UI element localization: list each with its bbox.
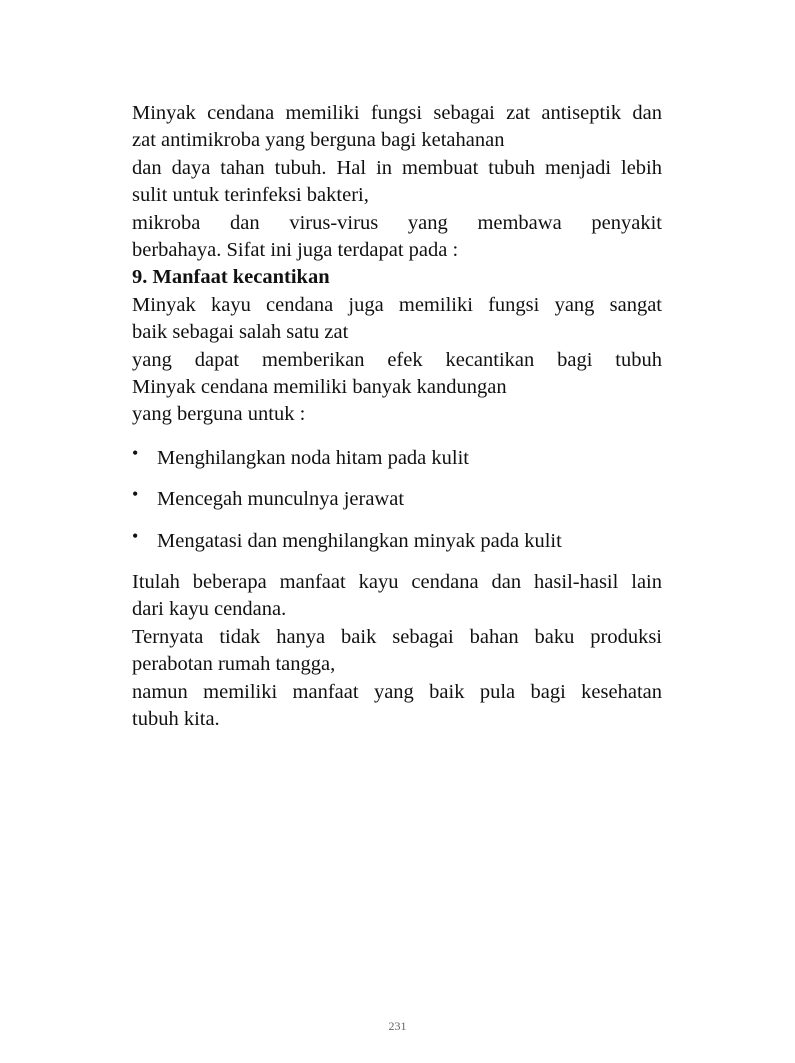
- text-line: dari kayu cendana.: [132, 598, 287, 621]
- paragraph-antiseptic: [132, 100, 662, 264]
- page-number: 231: [388, 1019, 407, 1033]
- list-item: [132, 442, 662, 472]
- text-line: sulit untuk terinfeksi bakteri,: [132, 184, 369, 207]
- text-line: yang dapat memberikan efek kecantikan bagi tubuh: [132, 348, 662, 371]
- list-item: [132, 525, 662, 555]
- text-line: baik sebagai salah satu zat: [132, 321, 349, 344]
- bullet-list: [132, 442, 662, 555]
- text-line: perabotan rumah tangga,: [132, 653, 336, 676]
- text-line: Itulah beberapa manfaat kayu cendana dan hasil-hasil lain: [132, 570, 662, 593]
- list-item-text: Mengatasi dan menghilangkan minyak pada kulit: [157, 529, 562, 552]
- list-item-text: Mencegah munculnya jerawat: [157, 488, 405, 511]
- section-heading: 9. Manfaat kecantikan: [132, 266, 330, 289]
- bullet-icon: •: [132, 525, 139, 546]
- bullet-icon: •: [132, 484, 139, 505]
- text-line: mikroba dan virus-virus yang membawa penyakit: [132, 211, 662, 234]
- text-line: Minyak cendana memiliki banyak kandungan: [132, 376, 507, 399]
- text-line: Minyak kayu cendana juga memiliki fungsi yang sangat: [132, 293, 662, 316]
- text-line: Minyak cendana memiliki fungsi sebagai zat antiseptik dan: [132, 102, 662, 124]
- text-line: Ternyata tidak hanya baik sebagai bahan baku produksi: [132, 625, 662, 648]
- list-item: [132, 486, 662, 513]
- text-line: namun memiliki manfaat yang baik pula bagi kesehatan: [132, 680, 662, 703]
- list-item-text: Menghilangkan noda hitam pada kulit: [157, 446, 469, 469]
- text-line: tubuh kita.: [132, 707, 220, 730]
- paragraph-beauty: [132, 292, 662, 429]
- document-page: [132, 100, 662, 733]
- bullet-icon: •: [132, 442, 139, 463]
- paragraph-conclusion: [132, 569, 662, 733]
- text-line: dan daya tahan tubuh. Hal in membuat tubuh menjadi lebih: [132, 156, 662, 179]
- text-line: zat antimikroba yang berguna bagi ketahanan: [132, 129, 505, 152]
- text-line: berbahaya. Sifat ini juga terdapat pada :: [132, 239, 459, 262]
- text-line: yang berguna untuk :: [132, 403, 306, 426]
